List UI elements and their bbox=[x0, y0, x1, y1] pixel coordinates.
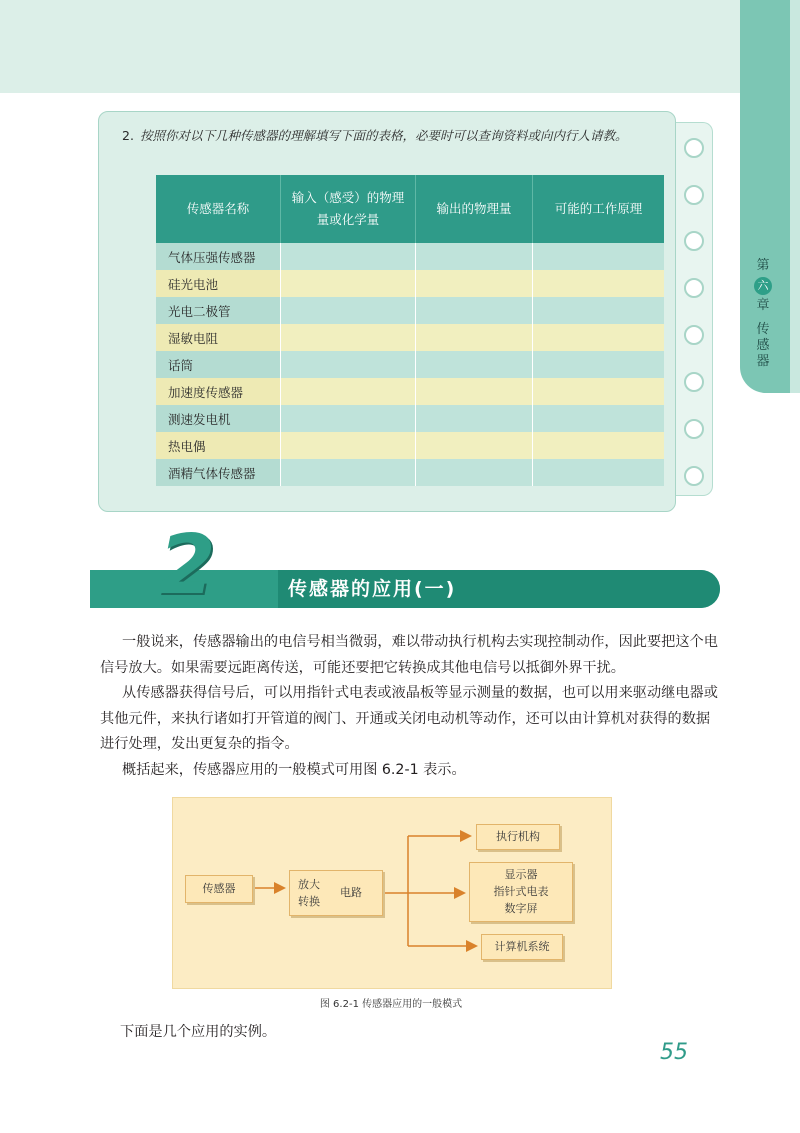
amp-circuit-label: 电路 bbox=[340, 886, 362, 899]
table-row bbox=[156, 432, 664, 459]
table-row bbox=[156, 324, 664, 351]
input-cell[interactable] bbox=[281, 351, 416, 378]
closing-text: 下面是几个应用的实例。 bbox=[120, 1024, 277, 1040]
binder-ring-icon bbox=[684, 231, 704, 251]
paragraph: 一般说来，传感器输出的电信号相当微弱，难以带动执行机构去实现控制动作，因此要把这个电信号放大。如果需要远距离传送，可能还要把它转换成其他电信号以抵御外界干扰。 bbox=[100, 634, 718, 676]
principle-cell[interactable] bbox=[533, 378, 665, 405]
binder-ring-icon bbox=[684, 278, 704, 298]
col-sensor-name: 传感器名称 bbox=[156, 175, 281, 243]
exercise-prompt bbox=[122, 124, 662, 147]
figure-6-2-1 bbox=[172, 797, 612, 989]
col-output-quantity: 输出的物理量 bbox=[416, 175, 533, 243]
table-row bbox=[156, 351, 664, 378]
paragraph: 概括起来，传感器应用的一般模式可用图 6.2-1 表示。 bbox=[122, 761, 466, 778]
exercise-number: 2. bbox=[122, 128, 134, 143]
sensor-name-cell: 光电二极管 bbox=[156, 297, 281, 324]
principle-cell[interactable] bbox=[533, 405, 665, 432]
principle-cell[interactable] bbox=[533, 459, 665, 486]
binder-ring-icon bbox=[684, 325, 704, 345]
binder-ring-icon bbox=[684, 185, 704, 205]
sensor-box-label: 传感器 bbox=[202, 882, 236, 895]
col-input-quantity: 输入（感受）的物理量或化学量 bbox=[281, 175, 416, 243]
input-cell[interactable] bbox=[281, 324, 416, 351]
top-band bbox=[0, 0, 740, 93]
chapter-suffix: 章 bbox=[756, 298, 770, 313]
amp-label-1: 放大 bbox=[298, 878, 320, 891]
actuator-label: 执行机构 bbox=[496, 830, 540, 843]
sensor-name-cell: 湿敏电阻 bbox=[156, 324, 281, 351]
principle-cell[interactable] bbox=[533, 270, 665, 297]
actuator-box bbox=[476, 824, 560, 850]
input-cell[interactable] bbox=[281, 378, 416, 405]
principle-cell[interactable] bbox=[533, 243, 665, 270]
output-cell[interactable] bbox=[416, 243, 533, 270]
col-working-principle: 可能的工作原理 bbox=[533, 175, 665, 243]
section-number: 2 bbox=[158, 518, 216, 613]
input-cell[interactable] bbox=[281, 432, 416, 459]
binder-ring-icon bbox=[684, 466, 704, 486]
table-row bbox=[156, 270, 664, 297]
output-cell[interactable] bbox=[416, 378, 533, 405]
paragraph: 从传感器获得信号后，可以用指针式电表或液晶板等显示测量的数据，也可以用来驱动继电器或其他元件，来执行诸如打开管道的阀门、开通或关闭电动机等动作，还可以由计算机对获得的数据进行处理，发出更复杂的指令。 bbox=[100, 685, 718, 752]
sensor-name-cell: 硅光电池 bbox=[156, 270, 281, 297]
input-cell[interactable] bbox=[281, 297, 416, 324]
output-cell[interactable] bbox=[416, 270, 533, 297]
section-title: 传感器的应用(一) bbox=[288, 578, 457, 600]
sensor-name-cell: 酒精气体传感器 bbox=[156, 459, 281, 486]
table-row bbox=[156, 297, 664, 324]
table-row bbox=[156, 459, 664, 486]
table-header-row bbox=[156, 175, 664, 243]
output-cell[interactable] bbox=[416, 351, 533, 378]
binder-ring-icon bbox=[684, 138, 704, 158]
principle-cell[interactable] bbox=[533, 351, 665, 378]
sensor-name-cell: 加速度传感器 bbox=[156, 378, 281, 405]
display-title: 显示器 bbox=[504, 868, 538, 881]
table-row bbox=[156, 243, 664, 270]
table-row bbox=[156, 378, 664, 405]
display-item-screen: 数字屏 bbox=[504, 902, 538, 915]
binder-ring-icon bbox=[684, 419, 704, 439]
chapter-title: 传感器 bbox=[756, 322, 770, 369]
output-cell[interactable] bbox=[416, 324, 533, 351]
output-cell[interactable] bbox=[416, 297, 533, 324]
table-row bbox=[156, 405, 664, 432]
display-box bbox=[469, 862, 573, 922]
figure-caption: 图 6.2-1 传感器应用的一般模式 bbox=[319, 999, 463, 1010]
principle-cell[interactable] bbox=[533, 324, 665, 351]
input-cell[interactable] bbox=[281, 405, 416, 432]
output-cell[interactable] bbox=[416, 405, 533, 432]
input-cell[interactable] bbox=[281, 270, 416, 297]
sensor-box bbox=[185, 875, 253, 903]
principle-cell[interactable] bbox=[533, 297, 665, 324]
input-cell[interactable] bbox=[281, 459, 416, 486]
sensor-table bbox=[156, 175, 664, 486]
output-cell[interactable] bbox=[416, 459, 533, 486]
principle-cell[interactable] bbox=[533, 432, 665, 459]
chapter-number: 六 bbox=[754, 277, 772, 295]
output-cell[interactable] bbox=[416, 432, 533, 459]
sensor-name-cell: 测速发电机 bbox=[156, 405, 281, 432]
binder-ring-icon bbox=[684, 372, 704, 392]
body-text bbox=[100, 630, 720, 783]
input-cell[interactable] bbox=[281, 243, 416, 270]
page-number: 55 bbox=[660, 1040, 688, 1065]
chapter-label bbox=[752, 258, 774, 370]
chapter-prefix: 第 bbox=[756, 258, 770, 273]
amp-label-2: 转换 bbox=[298, 895, 320, 908]
sensor-name-cell: 热电偶 bbox=[156, 432, 281, 459]
display-item-meter: 指针式电表 bbox=[493, 885, 549, 898]
amplifier-box bbox=[289, 870, 383, 916]
binder-edge bbox=[676, 122, 713, 496]
computer-box bbox=[481, 934, 563, 960]
sensor-name-cell: 话筒 bbox=[156, 351, 281, 378]
sensor-name-cell: 气体压强传感器 bbox=[156, 243, 281, 270]
exercise-prompt-text: 按照你对以下几种传感器的理解填写下面的表格，必要时可以查询资料或向内行人请教。 bbox=[139, 128, 628, 143]
computer-label: 计算机系统 bbox=[494, 940, 550, 953]
